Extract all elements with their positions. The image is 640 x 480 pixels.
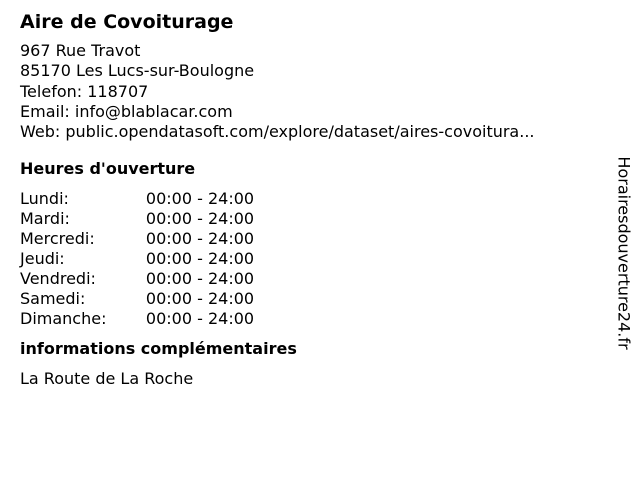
hours-row (20, 229, 262, 249)
hours-row (20, 249, 262, 269)
info-text: La Route de La Roche (20, 369, 194, 389)
time-range: 00:00 - 24:00 (145, 209, 255, 229)
day-label: Lundi: (20, 189, 69, 209)
time-range: 00:00 - 24:00 (145, 289, 255, 309)
hours-row (20, 309, 262, 329)
hours-row (20, 209, 262, 229)
day-label: Mercredi: (20, 229, 95, 249)
place-title: Aire de Covoiturage (20, 11, 234, 33)
hours-row (20, 189, 262, 209)
street-address: 967 Rue Travot (20, 41, 141, 60)
time-range: 00:00 - 24:00 (145, 249, 255, 269)
time-range: 00:00 - 24:00 (145, 309, 255, 329)
city-postcode: 85170 Les Lucs-sur-Boulogne (20, 61, 255, 81)
hours-heading: Heures d'ouverture (20, 159, 196, 179)
hours-row (20, 289, 262, 309)
day-label: Samedi: (20, 289, 86, 309)
day-label: Jeudi: (20, 249, 65, 269)
day-label: Dimanche: (20, 309, 107, 329)
day-label: Vendredi: (20, 269, 96, 289)
day-label: Mardi: (20, 209, 70, 229)
time-range: 00:00 - 24:00 (145, 229, 255, 249)
web-line: Web: public.opendatasoft.com/explore/dataset/aires-covoitura... (20, 122, 535, 142)
site-watermark: Horairesdouverture24.fr (614, 156, 634, 350)
email-line: Email: info@blablacar.com (20, 101, 233, 121)
hours-row (20, 269, 262, 289)
time-range: 00:00 - 24:00 (145, 269, 255, 289)
phone-line: Telefon: 118707 (20, 81, 149, 101)
info-heading: informations complémentaires (20, 339, 297, 359)
hours-table (20, 189, 262, 329)
time-range: 00:00 - 24:00 (145, 189, 255, 209)
place-card (20, 9, 600, 389)
